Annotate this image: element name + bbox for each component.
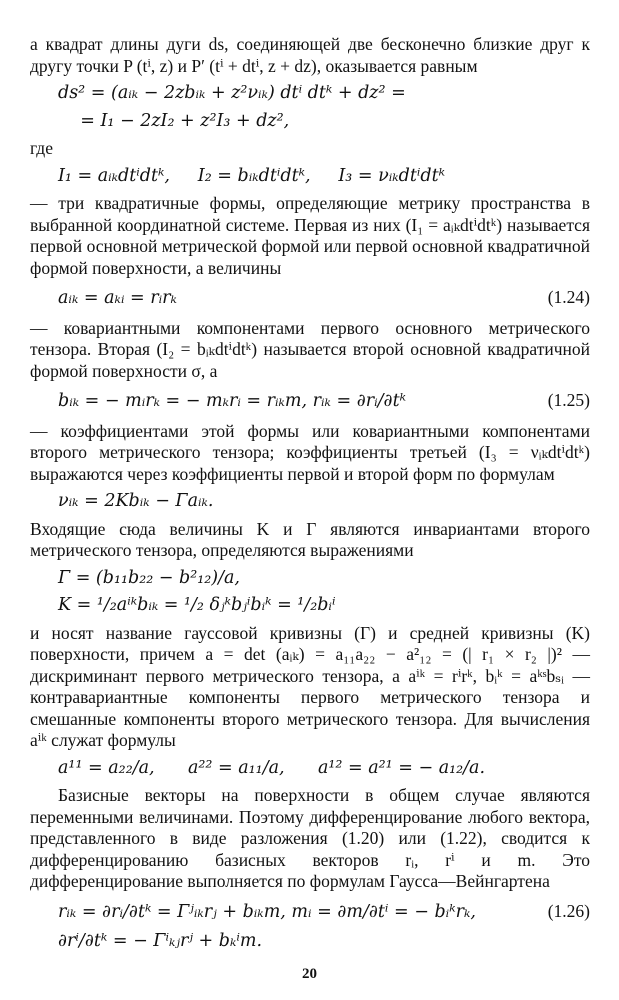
equation: = I₁ − 2zI₂ + z²I₃ + dz², — [58, 110, 290, 131]
numbered-equation — [58, 390, 590, 413]
equation-formula: rᵢₖ = ∂rᵢ/∂tᵏ = Γʲᵢₖrⱼ + bᵢₖm, mᵢ = ∂m/∂tⁱ = − bᵢᵏrₖ, — [58, 901, 476, 922]
equation-number: (1.26) — [547, 900, 590, 921]
paragraph: — ковариантными компонентами первого основного метрического тензора. Вторая (I₂ = bᵢₖdtⁱdtᵏ) называется второй основной квадратичной формой поверхности σ, а — [30, 317, 590, 381]
paragraph: и носят название гауссовой кривизны (Γ) и средней кривизны (K) поверхности, причем a = det (aᵢₖ) = a₁₁a₂₂ − a²₁₂ = (| r₁ × r₂ |)² — дискриминант первого метрического тензора, а aⁱᵏ = rⁱrᵏ, bᵢᵏ = aᵏˢbₛᵢ — контравариантные компоненты первого метрического тензора и смешанные компоненты второго метрического тензора. Для вычисления aⁱᵏ служат формулы — [30, 622, 590, 750]
page-number: 20 — [302, 966, 317, 982]
numbered-equation — [58, 901, 590, 924]
paragraph: Входящие сюда величины K и Γ являются инвариантами второго метрического тензора, определяются выражениями — [30, 518, 590, 560]
paragraph: где — [30, 138, 53, 158]
equation: ds² = (aᵢₖ − 2zbᵢₖ + z²νᵢₖ) dtⁱ dtᵏ + dz² = — [58, 83, 406, 103]
paragraph: — три квадратичные формы, определяющие метрику пространства в выбранной координатной системе. Первая из них (I₁ = aᵢₖdtⁱdtᵏ) называется первой основной метрической формой или первой основной квадратичной формой поверхности, а величины — [30, 193, 590, 278]
equation: Γ = (b₁₁b₂₂ − b²₁₂)/a, — [58, 567, 240, 588]
equation-formula: aᵢₖ = aₖᵢ = rᵢrₖ — [58, 288, 177, 308]
equation-number: (1.25) — [547, 390, 590, 410]
page-body — [30, 34, 590, 959]
equation-formula: bᵢₖ = − mᵢrₖ = − mₖrᵢ = rᵢₖm, rᵢₖ = ∂rᵢ/∂tᵏ — [58, 391, 406, 411]
equation: I₁ = aᵢₖdtⁱdtᵏ, I₂ = bᵢₖdtⁱdtᵏ, I₃ = νᵢₖdtⁱdtᵏ — [58, 165, 446, 186]
paragraph: — коэффициентами этой формы или ковариантными компонентами второго метрического тензора; коэффициенты третьей (I₃ = νᵢₖdtⁱdtᵏ) выражаются через коэффициенты первой и второй форм по формулам — [30, 420, 590, 484]
equation: K = ¹/₂aⁱᵏbᵢₖ = ¹/₂ δⱼᵏbⱼⁱbᵢᵏ = ¹/₂bᵢⁱ — [58, 595, 336, 615]
equation: a¹¹ = a₂₂/a, a²² = a₁₁/a, a¹² = a²¹ = − a₁₂/a. — [58, 757, 486, 778]
paragraph: Базисные векторы на поверхности в общем случае являются переменными величинами. Поэтому дифференцирование любого вектора, представленного в виде разложения (1.20) или (1.22), сводится к дифференцированию базисных векторов rᵢ, rⁱ и m. Это дифференцирование выполняется по формулам Гаусса—Вейнгартена — [30, 785, 590, 891]
equation: νᵢₖ = 2Kbᵢₖ − Γaᵢₖ. — [58, 491, 214, 511]
paragraph: а квадрат длины дуги ds, соединяющей две бесконечно близкие друг к другу точки P (tⁱ, z) и P′ (tⁱ + dtⁱ, z + dz), оказывается равным — [30, 34, 590, 76]
equation-number: (1.24) — [547, 287, 590, 307]
numbered-equation — [58, 287, 590, 310]
equation: ∂rⁱ/∂tᵏ = − Γⁱₖⱼrʲ + bₖⁱm. — [58, 931, 263, 951]
